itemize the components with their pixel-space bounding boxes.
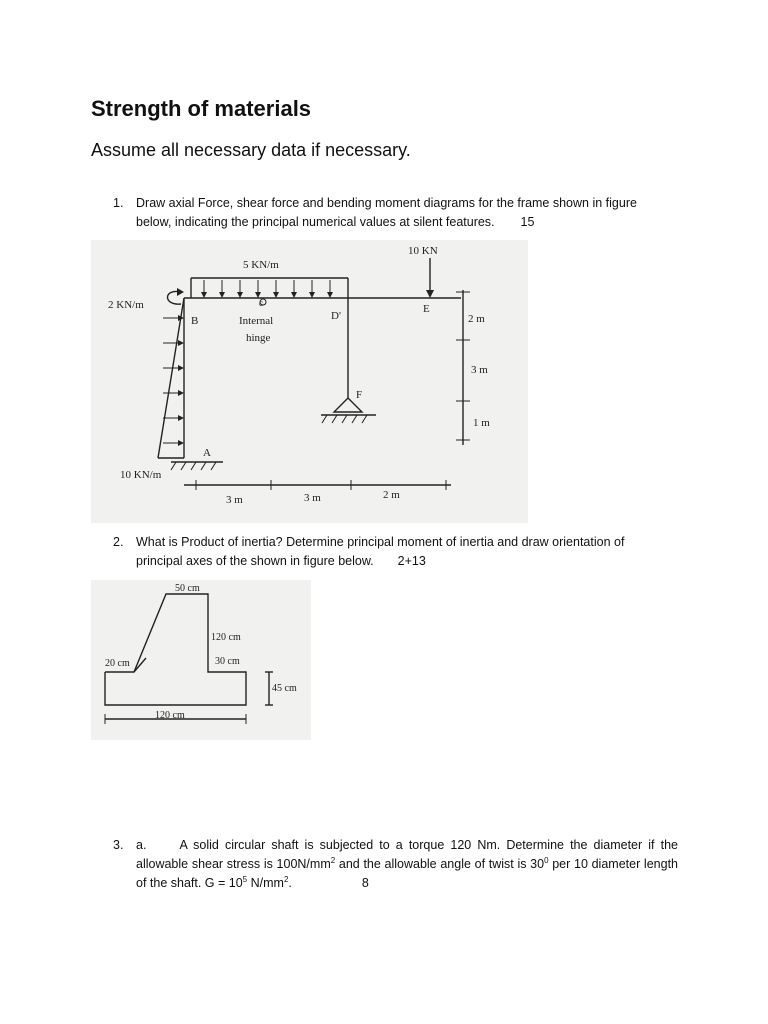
section-figure: [91, 580, 311, 740]
question-3-marks: 8: [361, 876, 369, 890]
superscript: 0: [544, 855, 549, 865]
frame-figure: [91, 240, 528, 523]
udl-left-top-label: 2 KN/m: [108, 299, 144, 311]
node-b-label: B: [191, 315, 199, 327]
base-thickness-label: 45 cm: [272, 683, 297, 694]
hinge-label-1: Internal: [239, 315, 274, 327]
superscript: 5: [242, 874, 248, 884]
node-e-label: E: [423, 303, 430, 315]
question-text: [136, 836, 678, 893]
question-2-marks: 2+13: [397, 554, 426, 568]
question-3-text-4: N/mm: [247, 876, 284, 890]
hinge-mark: c: [259, 298, 263, 308]
udl-left-bottom-label: 10 KN/m: [120, 469, 162, 481]
superscript: 2: [330, 855, 336, 865]
question-text: [136, 533, 653, 571]
question-2-text: What is Product of inertia? Determine principal moment of inertia and draw orientation of principal axes of the shown in figure below.: [136, 535, 625, 568]
udl-top-label: 5 KN/m: [243, 259, 279, 271]
step-right-label: 30 cm: [215, 656, 240, 667]
section-diagram: [91, 580, 311, 740]
page-subtitle: Assume all necessary data if necessary.: [91, 140, 411, 160]
left-step-label: 20 cm: [105, 658, 130, 669]
height-right-label: 120 cm: [211, 632, 241, 643]
question-3-text-3: per 10 diameter length of the shaft. G = 10: [136, 857, 678, 890]
node-d-label: D': [331, 310, 341, 322]
question-number: 2.: [113, 535, 124, 549]
dim-v3-label: 1 m: [473, 417, 490, 429]
dim-h3-label: 2 m: [383, 489, 400, 501]
question-1-marks: 15: [520, 215, 535, 229]
dim-v1-label: 2 m: [468, 313, 485, 325]
question-text: [136, 194, 653, 232]
question-number: 3.: [113, 838, 124, 852]
base-width-label: 120 cm: [155, 710, 185, 721]
node-a-label: A: [203, 447, 211, 459]
frame-diagram: [91, 240, 528, 523]
dim-v2-label: 3 m: [471, 364, 488, 376]
hinge-label-2: hinge: [246, 332, 271, 344]
question-3-text-5: .: [288, 876, 292, 890]
question-part: a.: [136, 838, 147, 852]
node-f-label: F: [356, 389, 363, 401]
question-3-text-1: A solid circular shaft is subjected to a torque 120 Nm. Determine the diameter if the allowable shear stress is 100N/mm: [136, 838, 678, 871]
superscript: 2: [283, 874, 289, 884]
question-1-text: Draw axial Force, shear force and bending moment diagrams for the frame shown in figure below, indicating the principal numerical values at silent features.: [136, 196, 637, 229]
dim-h2-label: 3 m: [304, 492, 321, 504]
dim-h1-label: 3 m: [226, 494, 243, 506]
top-width-label: 50 cm: [175, 583, 200, 594]
question-number: 1.: [113, 196, 124, 210]
point-load-label: 10 KN: [408, 245, 438, 257]
page-title: Strength of materials: [91, 96, 312, 121]
question-3-text-2: and the allowable angle of twist is 30: [335, 857, 545, 871]
